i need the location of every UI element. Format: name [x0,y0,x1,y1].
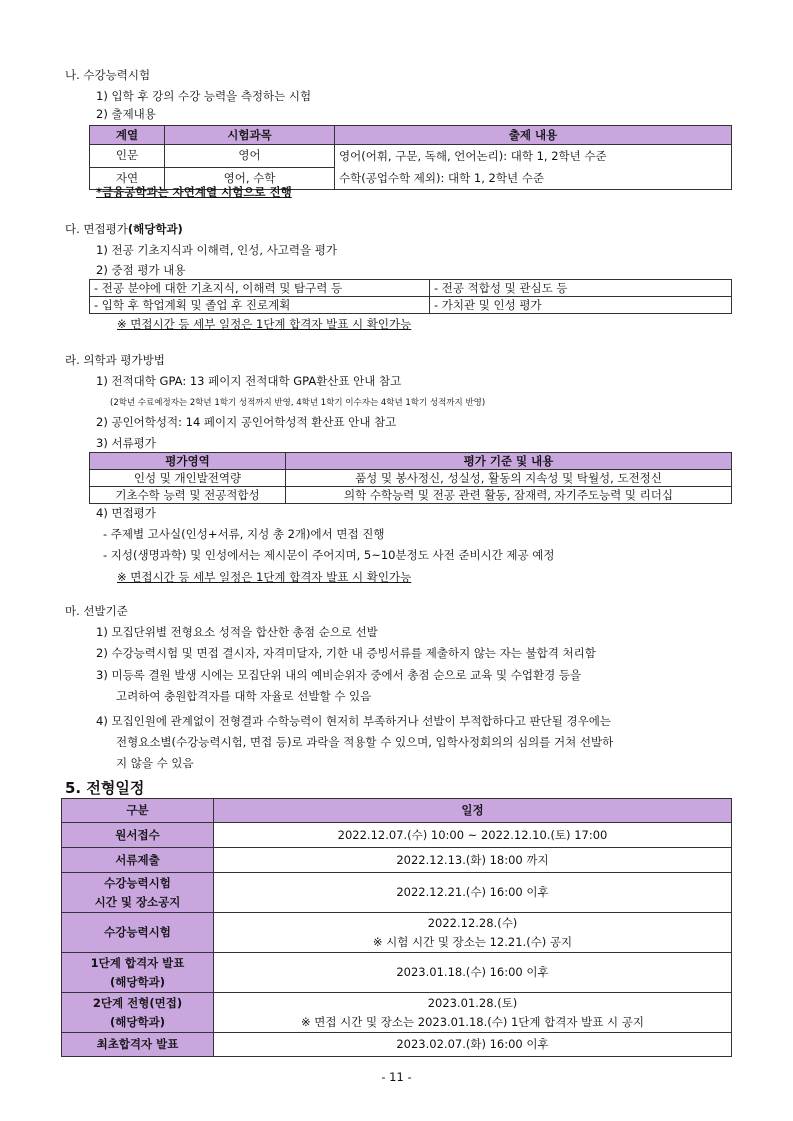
schedule-label-line: 2단계 전형(면접) [92,995,183,1010]
section-ma-item-2: 2) 수강능력시험 및 면접 결시자, 자격미달자, 기한 내 증빙서류를 제출하지 않는 자는 불합격 처리함 [96,646,596,660]
schedule-value: 2022.12.07.(수) 10:00 ~ 2022.12.10.(토) 17:00 [214,823,732,848]
section-da-title-suffix: (해당학과) [127,222,183,236]
section-na-note: *금융공학과는 자연계열 시험으로 진행 [96,185,292,199]
table-cell: 의학 수학능력 및 전공 관련 활동, 잠재력, 자기주도능력 및 리더십 [286,487,732,504]
schedule-label-line: 수강능력시험 [104,875,171,890]
schedule-label-line: 시간 및 장소공지 [94,894,181,909]
schedule-label [62,993,214,1033]
document-evaluation-table [89,452,732,504]
section-ma-title: 마. 선발기준 [65,604,128,618]
table-cell: 자연 [90,167,165,190]
table-header: 일정 [214,799,732,823]
table-row [62,873,732,913]
schedule-label-line: (해당학과) [110,974,165,989]
section-ma-item-1: 1) 모집단위별 전형요소 성적을 합산한 총점 순으로 선발 [96,625,378,639]
section-da-item-2: 2) 중점 평가 내용 [96,263,186,277]
table-cell: - 가치관 및 인성 평가 [430,297,732,314]
schedule-label-line: 1단계 합격자 발표 [90,955,185,970]
section-na-item-1: 1) 입학 후 강의 수강 능력을 측정하는 시험 [96,89,312,103]
schedule-label [62,953,214,993]
schedule-label: 원서접수 [62,823,214,848]
page-number: - 11 - [381,1070,412,1084]
schedule-label: 수강능력시험 [62,913,214,953]
table-cell: 품성 및 봉사정신, 성실성, 활동의 지속성 및 탁월성, 도전정신 [286,470,732,487]
section-ra-item-1: 1) 전적대학 GPA: 13 페이지 전적대학 GPA환산표 안내 참고 [96,374,402,388]
schedule-value-line: 2022.12.28.(수) [427,915,518,930]
table-row [62,1033,732,1057]
section-da-item-1: 1) 전공 기초지식과 이해력, 인성, 사고력을 평가 [96,243,338,257]
table-cell-line: 수학(공업수학 제외): 대학 1, 2학년 수준 [339,171,544,185]
section-ma-item-4-line-3: 지 않을 수 있음 [116,756,194,770]
table-header: 계열 [90,126,165,145]
schedule-label [62,873,214,913]
schedule-value [214,913,732,953]
table-cell-line: 영어(어휘, 구문, 독해, 언어논리): 대학 1, 2학년 수준 [339,149,607,163]
section-ra-bullet-2: - 지성(생명과학) 및 인성에서는 제시문이 주어지며, 5~10분정도 사전 준비시간 제공 예정 [103,548,555,562]
table-cell: 영어 [165,145,335,168]
section-na-title: 나. 수강능력시험 [65,68,151,82]
schedule-value-line: 2023.01.28.(토) [427,995,518,1010]
section-ma-item-4-line-1: 4) 모집인원에 관계없이 전형결과 수학능력이 현저히 부족하거나 선발이 부적합하다고 판단될 경우에는 [96,714,611,728]
section-ra-item-1-note: (2학년 수료예정자는 2학년 1학기 성적까지 반영, 4학년 1학기 이수자는 4학년 1학기 성적까지 반영) [110,398,486,408]
schedule-value: 2023.02.07.(화) 16:00 이후 [214,1033,732,1057]
section-ra-note: ※ 면접시간 등 세부 일정은 1단계 합격자 발표 시 확인가능 [117,570,412,584]
table-header: 시험과목 [165,126,335,145]
table-header: 평가영역 [90,453,286,470]
section-ma-item-3-line-1: 3) 미등록 결원 발생 시에는 모집단위 내의 예비순위자 중에서 총점 순으로 교육 및 수업환경 등을 [96,668,582,682]
interview-criteria-table [89,279,732,314]
table-row [62,823,732,848]
schedule-value-line: ※ 시험 시간 및 장소는 12.21.(수) 공지 [372,934,573,949]
section-da-note: ※ 면접시간 등 세부 일정은 1단계 합격자 발표 시 확인가능 [117,317,412,331]
schedule-table [61,798,732,1057]
section-da-title-text: 다. 면접평가 [65,222,128,236]
section-na-item-2: 2) 출제내용 [96,107,156,121]
section-ra-bullet-1: - 주제별 고사실(인성+서류, 지성 총 2개)에서 면접 진행 [103,527,385,541]
schedule-label-line: (해당학과) [110,1014,165,1029]
exam-content-cell [335,145,732,190]
table-cell: 인성 및 개인발전역량 [90,470,286,487]
schedule-label: 최초합격자 발표 [62,1033,214,1057]
section-ma-item-4-line-2: 전형요소별(수강능력시험, 면접 등)로 과락을 적용할 수 있으며, 입학사정회의의 심의를 거쳐 선발하 [116,735,614,749]
schedule-value [214,993,732,1033]
schedule-value: 2022.12.21.(수) 16:00 이후 [214,873,732,913]
section-ra-item-4: 4) 면접평가 [96,506,156,520]
section-ra-item-3: 3) 서류평가 [96,436,156,450]
table-cell: - 입학 후 학업계획 및 졸업 후 진로계획 [90,297,430,314]
table-header: 출제 내용 [335,126,732,145]
table-header: 평가 기준 및 내용 [286,453,732,470]
schedule-value-line: ※ 면접 시간 및 장소는 2023.01.18.(수) 1단계 합격자 발표 시 공지 [300,1014,645,1029]
section-ra-item-2: 2) 공인어학성적: 14 페이지 공인어학성적 환산표 안내 참고 [96,415,397,429]
table-row [62,993,732,1033]
table-cell: - 전공 적합성 및 관심도 등 [430,280,732,297]
table-cell: - 전공 분야에 대한 기초지식, 이해력 및 탐구력 등 [90,280,430,297]
schedule-label: 서류제출 [62,848,214,873]
schedule-value: 2023.01.18.(수) 16:00 이후 [214,953,732,993]
table-row [62,913,732,953]
schedule-value: 2022.12.13.(화) 18:00 까지 [214,848,732,873]
section-ra-title: 라. 의학과 평가방법 [65,353,165,367]
table-row [62,848,732,873]
table-header: 구분 [62,799,214,823]
table-cell: 인문 [90,145,165,168]
schedule-title: 5. 전형일정 [65,779,145,797]
exam-content-table [89,125,732,190]
table-row [62,953,732,993]
section-ma-item-3-line-2: 고려하여 충원합격자를 대학 자율로 선발할 수 있음 [116,689,372,703]
table-cell: 영어, 수학 [165,167,335,190]
table-cell: 기초수학 능력 및 전공적합성 [90,487,286,504]
section-da-title [65,221,183,237]
